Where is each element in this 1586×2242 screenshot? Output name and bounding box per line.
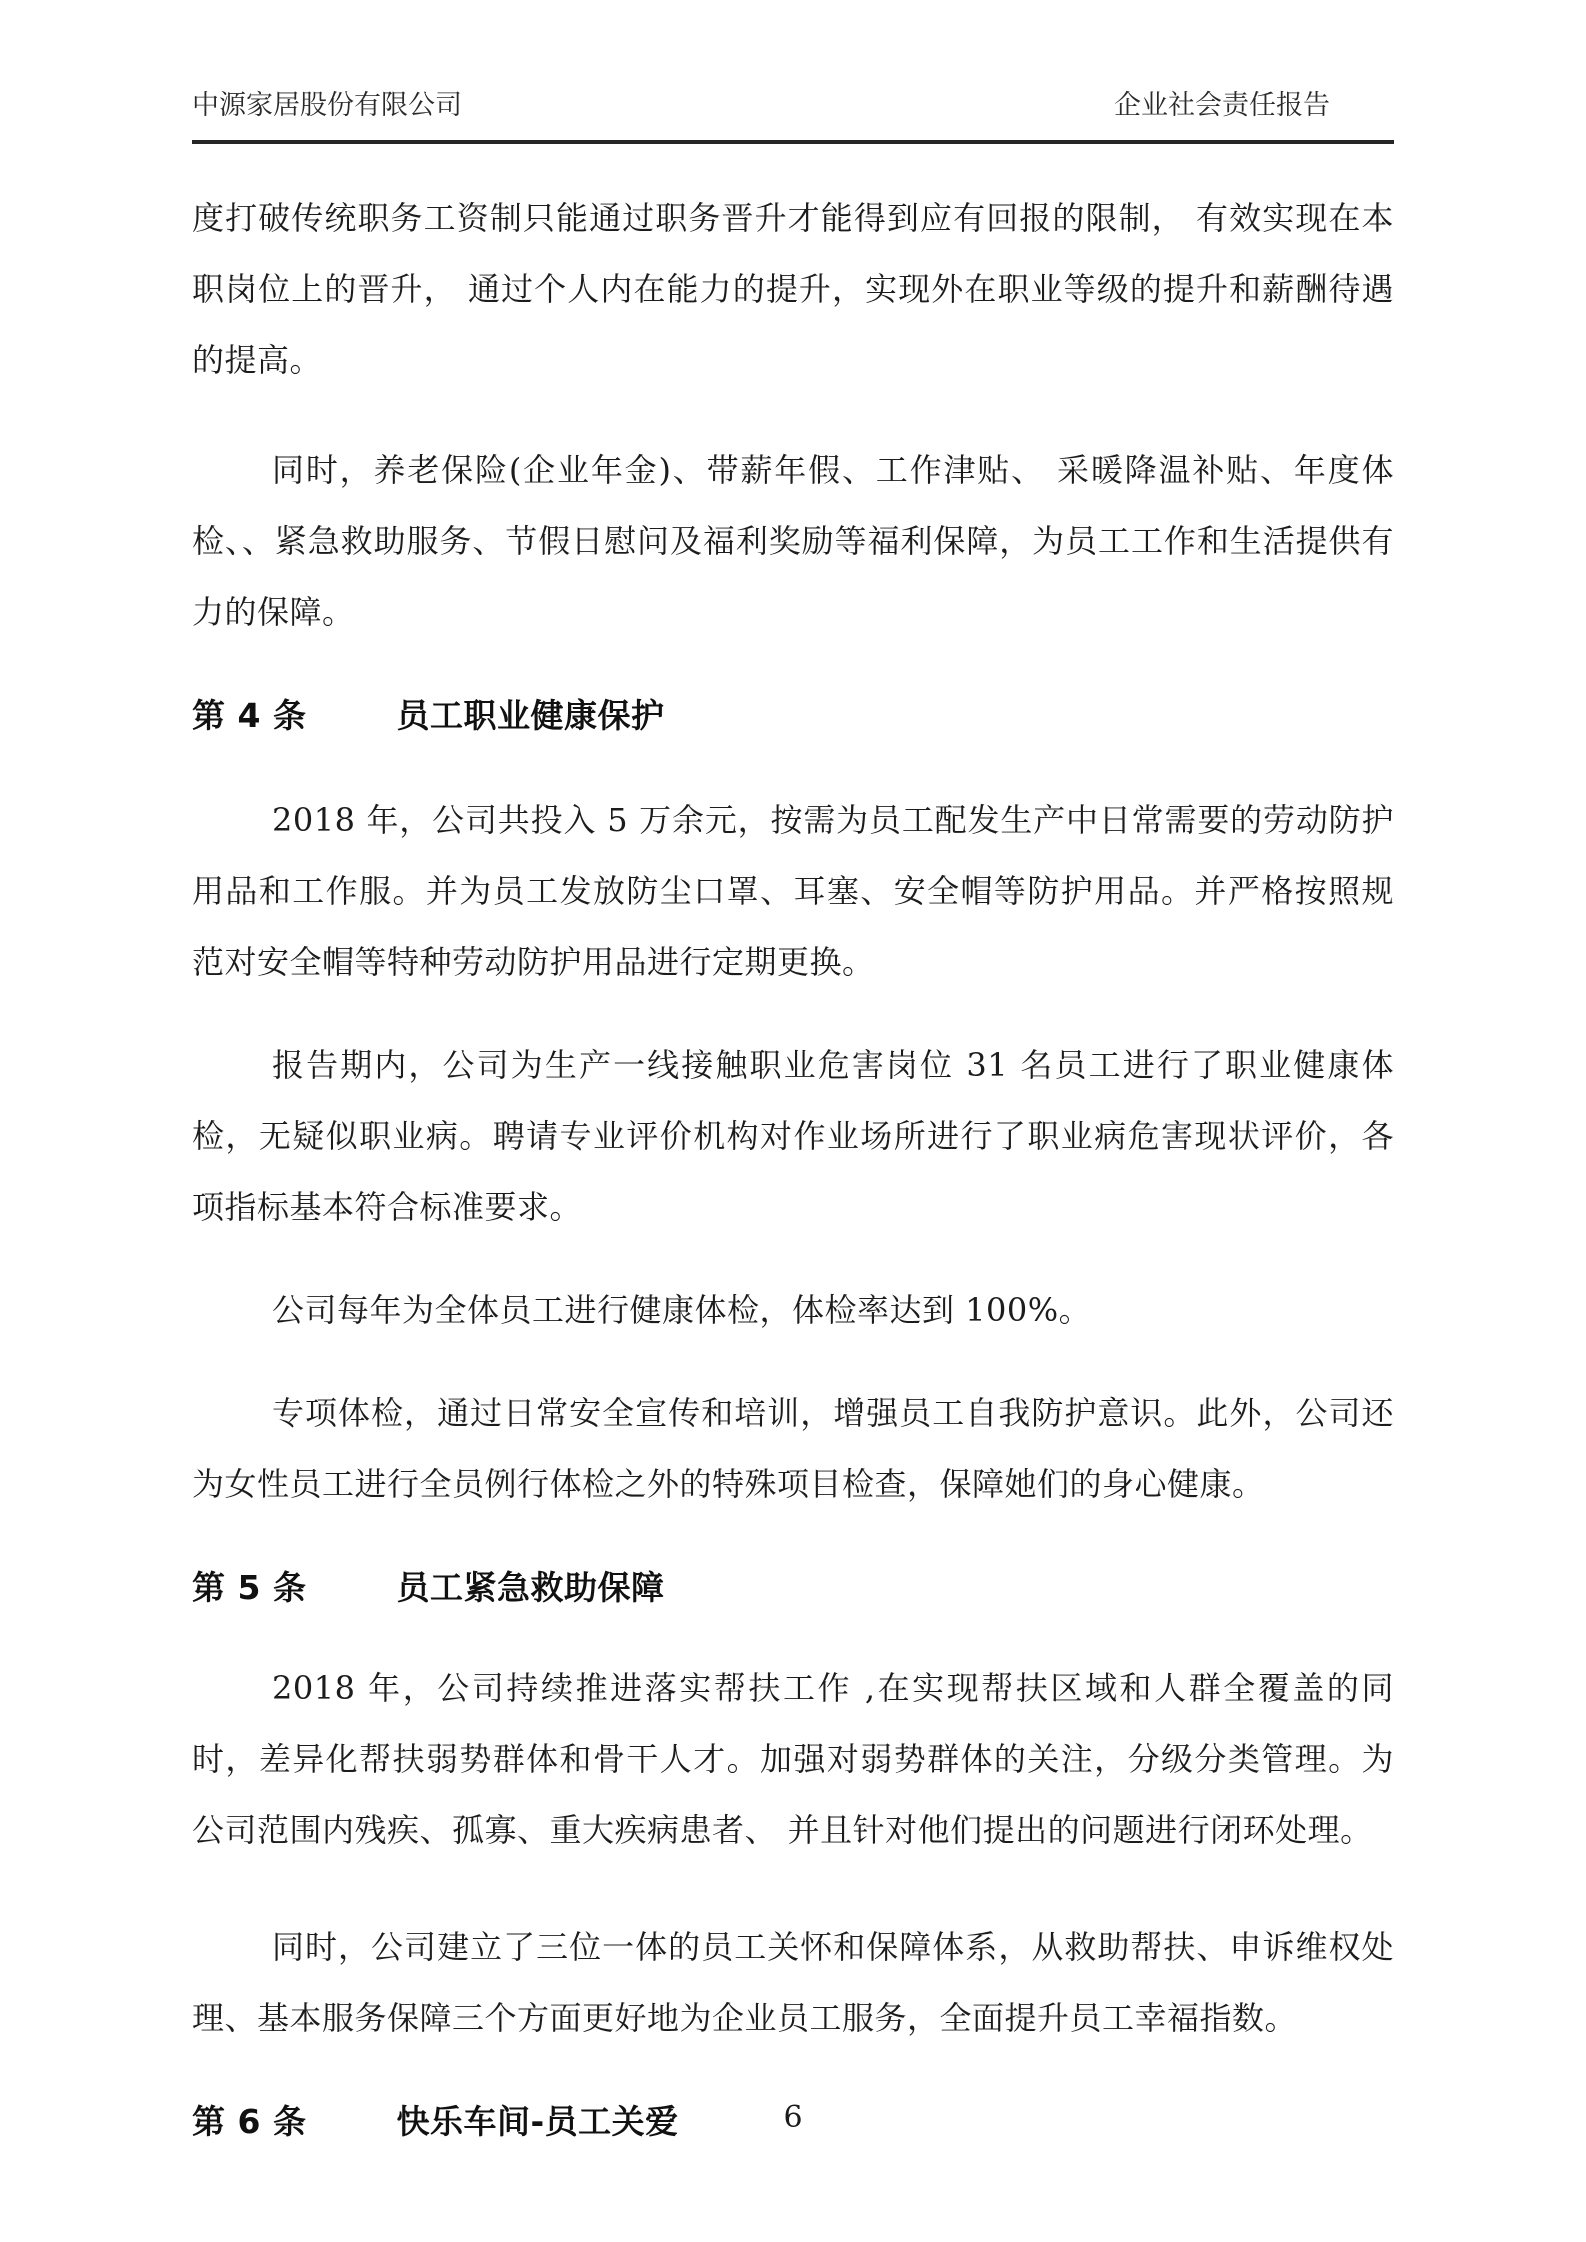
body-paragraph: 专项体检，通过日常安全宣传和培训，增强员工自我防护意识。此外，公司还为女性员工进行全员例行体检之外的特殊项目检查，保障她们的身心健康。 <box>192 1394 1394 1503</box>
header-company-name: 中源家居股份有限公司 <box>192 90 462 121</box>
page-number: 6 <box>783 2100 803 2135</box>
section-number: 第 5 条 <box>192 1568 307 1607</box>
body-paragraph: 度打破传统职务工资制只能通过职务晋升才能得到应有回报的限制， 有效实现在本职岗位上的晋升， 通过个人内在能力的提升，实现外在职业等级的提升和薪酬待遇的提高。 <box>192 199 1394 379</box>
section-heading <box>192 1552 1394 1623</box>
section-number: 第 6 条 <box>192 2102 307 2141</box>
body-paragraph: 报告期内，公司为生产一线接触职业危害岗位 31 名员工进行了职业健康体检，无疑似职业病。聘请专业评价机构对作业场所进行了职业病危害现状评价，各项指标基本符合标准要求。 <box>192 1046 1394 1226</box>
section-title: 员工紧急救助保障 <box>396 1568 665 1607</box>
body-paragraph: 2018 年，公司持续推进落实帮扶工作 ,在实现帮扶区域和人群全覆盖的同时，差异化帮扶弱势群体和骨干人才。加强对弱势群体的关注，分级分类管理。为公司范围内残疾、孤寡、重大疾病患者、 并且针对他们提出的问题进行闭环处理。 <box>192 1669 1394 1849</box>
document-body <box>192 183 1394 2157</box>
body-paragraph: 公司每年为全体员工进行健康体检，体检率达到 100%。 <box>272 1291 1092 1329</box>
body-paragraph: 2018 年，公司共投入 5 万余元，按需为员工配发生产中日常需要的劳动防护用品和工作服。并为员工发放防尘口罩、耳塞、安全帽等防护用品。并严格按照规范对安全帽等特种劳动防护用品进行定期更换。 <box>192 801 1394 981</box>
section-title: 员工职业健康保护 <box>396 696 665 735</box>
section-number: 第 4 条 <box>192 696 307 735</box>
header-report-title: 企业社会责任报告 <box>1114 90 1330 121</box>
body-paragraph: 同时，公司建立了三位一体的员工关怀和保障体系，从救助帮扶、申诉维权处理、基本服务保障三个方面更好地为企业员工服务，全面提升员工幸福指数。 <box>192 1928 1394 2037</box>
body-paragraph: 同时，养老保险(企业年金)、带薪年假、工作津贴、 采暖降温补贴、年度体检、、紧急救助服务、节假日慰问及福利奖励等福利保障，为员工工作和生活提供有力的保障。 <box>192 451 1394 631</box>
section-title: 快乐车间-员工关爱 <box>396 2102 679 2141</box>
page-header <box>192 90 1394 144</box>
section-heading <box>192 680 1394 751</box>
